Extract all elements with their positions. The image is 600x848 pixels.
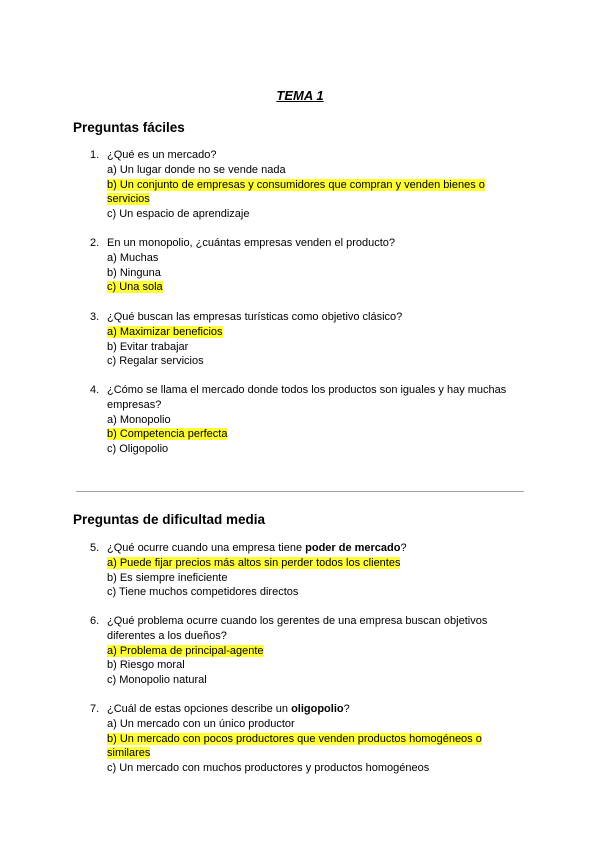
option-a: a) Monopolio: [107, 413, 171, 426]
option-a-correct: a) Maximizar beneficios: [107, 325, 223, 338]
question-stem: ¿Qué buscan las empresas turísticas como objetivo clásico?: [107, 311, 403, 323]
question-stem: ¿Qué es un mercado?: [107, 149, 217, 161]
option-c: c) Un espacio de aprendizaje: [107, 208, 250, 221]
question-number: 6.: [90, 615, 100, 627]
option-c: c) Regalar servicios: [107, 355, 204, 368]
question-stem: ¿Cómo se llama el mercado donde todos los productos son iguales y hay muchas: [107, 384, 507, 396]
question-number: 1.: [90, 149, 100, 161]
question-number: 4.: [90, 384, 100, 396]
question-5: [90, 541, 510, 600]
question-stem: En un monopolio, ¿cuántas empresas venden el producto?: [107, 237, 396, 249]
question-number: 7.: [90, 703, 100, 715]
document-title: TEMA 1: [276, 88, 324, 103]
option-b-correct: b) Un conjunto de empresas y consumidores que compran y venden bienes o: [107, 178, 485, 191]
option-c: c) Tiene muchos competidores directos: [107, 586, 299, 599]
option-a-correct: a) Problema de principal-agente: [107, 644, 264, 657]
section-divider: [76, 491, 524, 492]
question-4: [90, 383, 510, 457]
question-number: 2.: [90, 237, 100, 249]
option-b: b) Ninguna: [107, 266, 161, 279]
section-title-easy: Preguntas fáciles: [73, 120, 185, 135]
question-2: [90, 236, 510, 295]
option-b-correct-cont: similares: [107, 747, 151, 760]
option-c: c) Un mercado con muchos productores y productos homogéneos: [107, 762, 430, 775]
stem-keyword: oligopolio: [291, 703, 344, 715]
option-a: a) Un lugar donde no se vende nada: [107, 163, 286, 176]
option-b: b) Es siempre ineficiente: [107, 571, 228, 584]
option-b-correct: b) Competencia perfecta: [107, 428, 228, 441]
option-b-correct-cont: servicios: [107, 193, 150, 206]
question-1: [90, 148, 510, 222]
question-6: [90, 614, 510, 688]
option-c: c) Oligopolio: [107, 443, 169, 456]
option-b: b) Riesgo moral: [107, 659, 185, 672]
question-stem: ¿Qué ocurre cuando una empresa tiene poder de mercado?: [107, 542, 407, 554]
question-7: [90, 702, 510, 776]
question-number: 5.: [90, 542, 100, 554]
question-stem-cont: diferentes a los dueños?: [107, 629, 227, 642]
question-stem: ¿Qué problema ocurre cuando los gerentes de una empresa buscan objetivos: [107, 615, 488, 627]
stem-keyword: poder de mercado: [305, 542, 401, 554]
section-title-medium: Preguntas de dificultad media: [73, 512, 266, 527]
option-a: a) Muchas: [107, 251, 159, 264]
question-3: [90, 310, 510, 369]
question-stem: ¿Cuál de estas opciones describe un oligopolio?: [107, 703, 350, 715]
option-c-correct: c) Una sola: [107, 281, 163, 294]
question-stem-cont: empresas?: [107, 398, 162, 411]
question-number: 3.: [90, 311, 100, 323]
option-b-correct: b) Un mercado con pocos productores que venden productos homogéneos o: [107, 732, 482, 745]
option-a: a) Un mercado con un único productor: [107, 717, 295, 730]
option-a-correct: a) Puede fijar precios más altos sin perder todos los clientes: [107, 556, 401, 569]
option-b: b) Evitar trabajar: [107, 340, 189, 353]
option-c: c) Monopolio natural: [107, 674, 207, 687]
